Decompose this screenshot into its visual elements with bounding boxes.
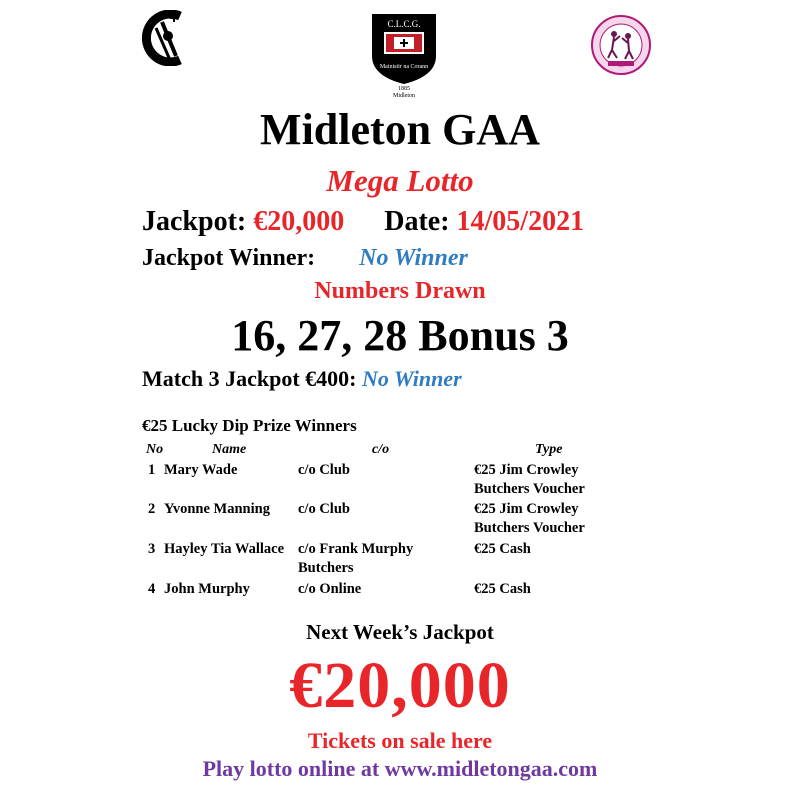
row-2-name: Yvonne Manning — [164, 501, 270, 517]
row-4-name: John Murphy — [164, 581, 250, 597]
crest-town-text: Midleton — [393, 93, 415, 98]
jackpot-winner-label: Jackpot Winner: — [142, 245, 316, 271]
match3-value: No Winner — [361, 366, 462, 391]
col-header-co: c/o — [372, 442, 390, 457]
row-1-co: c/o Club — [298, 462, 350, 478]
draw-date: 14/05/2021 — [456, 206, 585, 237]
row-2-co: c/o Club — [298, 501, 350, 517]
row-2-type: €25 Jim Crowley Butchers Voucher — [474, 501, 585, 536]
jackpot-line — [142, 206, 584, 238]
row-2-no: 2 — [148, 501, 156, 517]
match3-label: Match 3 Jackpot €400: — [142, 366, 357, 391]
jackpot-winner-line — [142, 245, 468, 272]
page-subtitle: Mega Lotto — [326, 163, 474, 198]
camogie-logo — [140, 10, 196, 66]
club-crest-logo — [368, 10, 440, 98]
crest-motto-text: Mainistir na Corann — [379, 64, 429, 70]
match3-line — [142, 366, 462, 392]
row-1-no: 1 — [148, 462, 156, 478]
col-header-type: Type — [535, 442, 563, 457]
lucky-dip-title: €25 Lucky Dip Prize Winners — [142, 416, 357, 435]
row-3-co: c/o Frank Murphy Butchers — [298, 541, 414, 576]
play-online-link[interactable]: Play lotto online at www.midletongaa.com — [202, 756, 598, 781]
next-week-amount: €20,000 — [289, 649, 511, 722]
next-week-label: Next Week’s Jackpot — [306, 620, 494, 644]
col-header-no: No — [146, 442, 164, 457]
jackpot-amount: €20,000 — [253, 206, 345, 237]
jackpot-label: Jackpot: — [142, 206, 247, 237]
row-4-no: 4 — [148, 581, 156, 597]
row-1-type: €25 Jim Crowley Butchers Voucher — [474, 462, 585, 497]
jackpot-winner-value: No Winner — [359, 245, 468, 271]
row-3-name: Hayley Tia Wallace — [164, 541, 285, 557]
col-header-name: Name — [212, 442, 247, 457]
numbers-drawn-value: 16, 27, 28 Bonus 3 — [231, 311, 569, 360]
row-4-type: €25 Cash — [474, 581, 531, 597]
ladies-football-logo — [590, 14, 652, 76]
row-3-type: €25 Cash — [474, 541, 531, 557]
tickets-text: Tickets on sale here — [307, 728, 493, 753]
row-4-co: c/o Online — [298, 581, 362, 597]
row-3-no: 3 — [148, 541, 156, 557]
crest-top-text: C.L.C.G. — [387, 19, 421, 29]
numbers-drawn-label: Numbers Drawn — [314, 278, 486, 304]
page-title: Midleton GAA — [260, 105, 540, 154]
crest-year-text: 1885 — [398, 86, 410, 92]
row-1-name: Mary Wade — [164, 462, 238, 478]
date-label: Date: — [384, 206, 450, 237]
